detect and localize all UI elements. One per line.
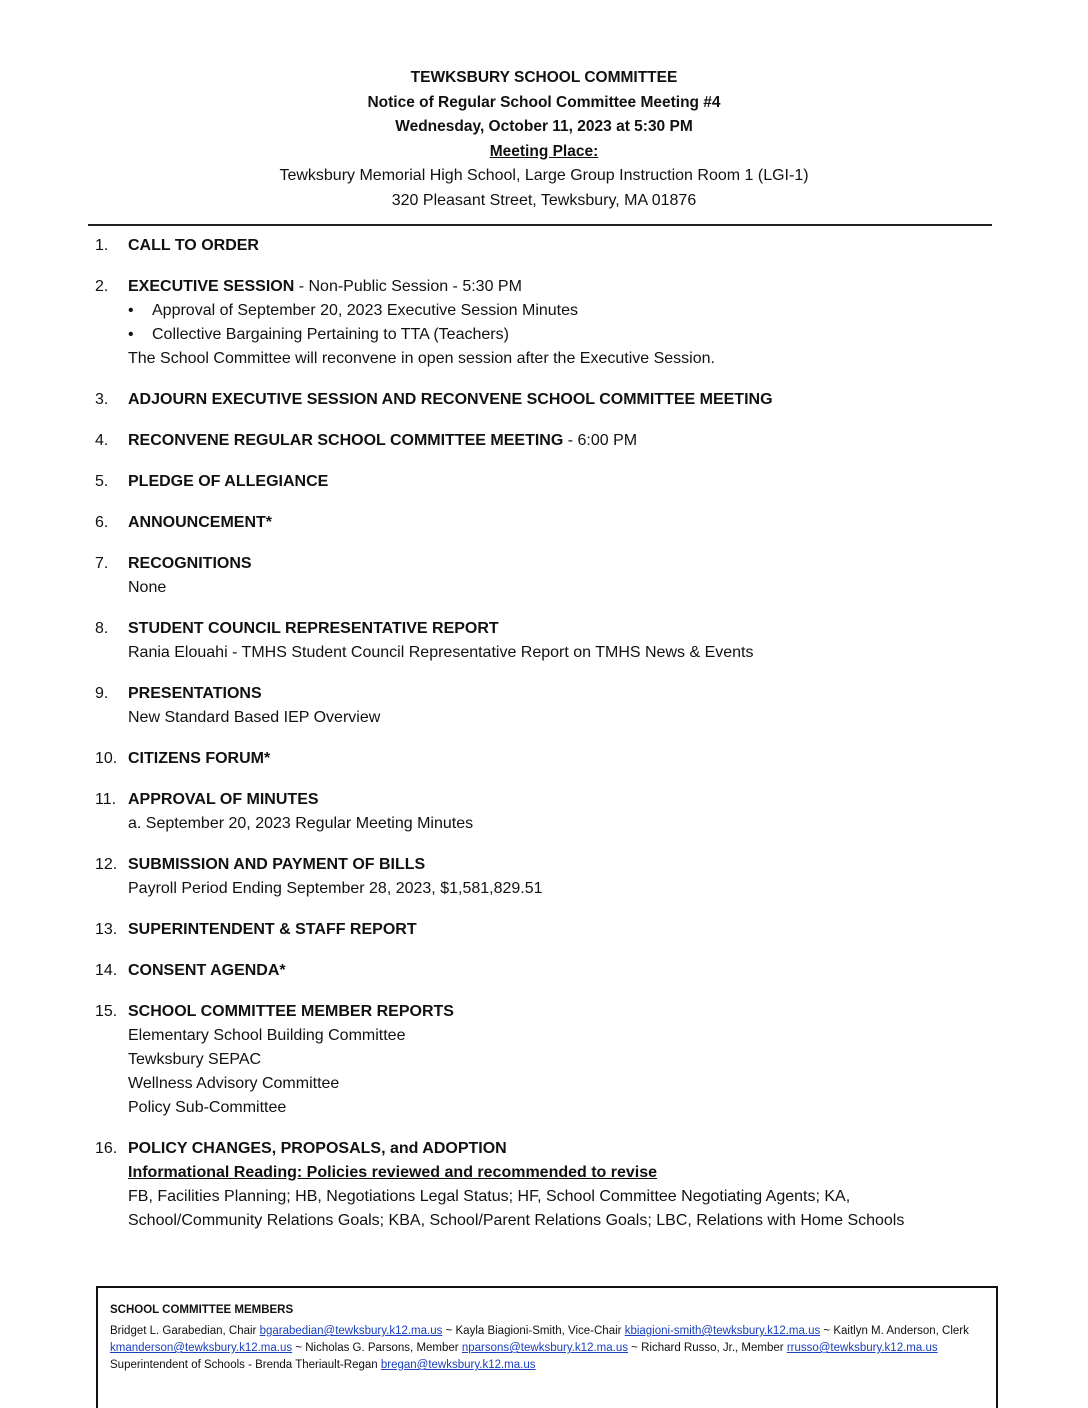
item-detail: FB, Facilities Planning; HB, Negotiations Legal Status; HF, School Committee Negotiating Agents; KA, School/Community Relations Goals; KBA, School/Parent Relations Goals; LBC, Relations with Home Schools (128, 1188, 905, 1229)
item-number: 3. (95, 391, 109, 408)
item-number: 7. (95, 555, 109, 572)
item-title: SUBMISSION AND PAYMENT OF BILLS (128, 856, 426, 873)
bullet-text: Collective Bargaining Pertaining to TTA (Teachers) (152, 326, 509, 343)
separator: ~ (627, 1342, 642, 1354)
header-divider (88, 224, 992, 226)
member-name: Bridget L. Garabedian, Chair (110, 1325, 257, 1337)
meeting-address: 320 Pleasant Street, Tewksbury, MA 01876 (391, 191, 697, 209)
member-name: Nicholas G. Parsons, Member (305, 1342, 459, 1354)
member-name: Kaitlyn M. Anderson, Clerk (833, 1325, 969, 1337)
agenda-item (95, 788, 975, 836)
item-number: 16. (95, 1140, 118, 1157)
bullet-text: Approval of September 20, 2023 Executive Session Minutes (152, 302, 579, 319)
item-number: 1. (95, 237, 109, 254)
committee-name: TEWKSBURY SCHOOL COMMITTEE (410, 69, 678, 86)
bullet-item (128, 323, 975, 347)
members-line-2 (110, 1340, 996, 1357)
agenda-item (95, 1137, 975, 1233)
agenda-item (95, 747, 975, 771)
agenda-item (95, 470, 975, 494)
item-time: - 6:00 PM (563, 432, 638, 449)
agenda-item (95, 388, 975, 412)
item-title: APPROVAL OF MINUTES (128, 791, 319, 808)
item-number: 15. (95, 1003, 118, 1020)
member-name: Richard Russo, Jr., Member (641, 1342, 784, 1354)
item-detail: Rania Elouahi - TMHS Student Council Representative Report on TMHS News & Events (128, 644, 754, 661)
separator: ~ (442, 1325, 456, 1337)
item-title: POLICY CHANGES, PROPOSALS, and ADOPTION (128, 1140, 507, 1157)
agenda-item (95, 617, 975, 665)
item-number: 14. (95, 962, 118, 979)
members-line-1 (110, 1323, 996, 1340)
superintendent-name: Superintendent of Schools - Brenda Theriault-Regan (110, 1359, 378, 1371)
agenda-item (95, 275, 975, 371)
member-email-link[interactable]: rrusso@tewksbury.k12.ma.us (786, 1342, 938, 1354)
item-note: The School Committee will reconvene in open session after the Executive Session. (128, 350, 715, 367)
item-detail: Policy Sub-Committee (128, 1099, 287, 1116)
item-number: 9. (95, 685, 109, 702)
item-detail: Elementary School Building Committee (128, 1027, 406, 1044)
agenda-item (95, 1000, 975, 1120)
item-title: ADJOURN EXECUTIVE SESSION AND RECONVENE SCHOOL COMMITTEE MEETING (128, 391, 773, 408)
agenda-item (95, 234, 975, 258)
item-title: CALL TO ORDER (128, 237, 259, 254)
agenda-list (95, 234, 975, 1250)
item-title: RECOGNITIONS (128, 555, 252, 572)
agenda-item (95, 853, 975, 901)
item-title: RECONVENE REGULAR SCHOOL COMMITTEE MEETING (128, 432, 564, 449)
member-name: Kayla Biagioni-Smith, Vice-Chair (455, 1325, 622, 1337)
agenda-item (95, 682, 975, 730)
bullet-item (128, 299, 975, 323)
item-number: 2. (95, 278, 109, 295)
agenda-item (95, 918, 975, 942)
item-number: 12. (95, 856, 118, 873)
item-title: ANNOUNCEMENT* (128, 514, 272, 531)
members-title: SCHOOL COMMITTEE MEMBERS (110, 1304, 294, 1316)
item-detail: Wellness Advisory Committee (128, 1075, 340, 1092)
item-title: PRESENTATIONS (128, 685, 262, 702)
member-email-link[interactable]: kbiagioni-smith@tewksbury.k12.ma.us (624, 1325, 821, 1337)
item-title: SCHOOL COMMITTEE MEMBER REPORTS (128, 1003, 454, 1020)
member-email-link[interactable]: kmanderson@tewksbury.k12.ma.us (110, 1342, 293, 1354)
item-number: 5. (95, 473, 109, 490)
item-title: EXECUTIVE SESSION (128, 278, 295, 295)
item-title: STUDENT COUNCIL REPRESENTATIVE REPORT (128, 620, 499, 637)
agenda-item (95, 511, 975, 535)
item-title: CONSENT AGENDA* (128, 962, 286, 979)
member-email-link[interactable]: nparsons@tewksbury.k12.ma.us (461, 1342, 628, 1354)
separator: ~ (292, 1342, 306, 1354)
committee-members-box (96, 1286, 998, 1408)
item-title: PLEDGE OF ALLEGIANCE (128, 473, 329, 490)
item-title: CITIZENS FORUM* (128, 750, 271, 767)
item-number: 4. (95, 432, 109, 449)
members-line-3 (110, 1357, 996, 1374)
item-title: SUPERINTENDENT & STAFF REPORT (128, 921, 417, 938)
item-number: 8. (95, 620, 109, 637)
item-number: 6. (95, 514, 109, 531)
meeting-notice: Notice of Regular School Committee Meeting #4 (367, 93, 721, 111)
item-number: 10. (95, 750, 118, 767)
agenda-item (95, 552, 975, 600)
item-number: 11. (95, 791, 117, 808)
member-email-link[interactable]: bgarabedian@tewksbury.k12.ma.us (259, 1325, 443, 1337)
item-subheading: Informational Reading: Policies reviewed and recommended to revise (128, 1164, 658, 1181)
item-detail: Tewksbury SEPAC (128, 1051, 262, 1068)
item-detail: a. September 20, 2023 Regular Meeting Minutes (128, 815, 474, 832)
item-detail: New Standard Based IEP Overview (128, 709, 381, 726)
item-number: 13. (95, 921, 118, 938)
meeting-date: Wednesday, October 11, 2023 at 5:30 PM (395, 118, 693, 135)
item-detail: Payroll Period Ending September 28, 2023, $1,581,829.51 (128, 880, 543, 897)
item-detail: None (128, 579, 167, 596)
separator: ~ (820, 1325, 834, 1337)
item-time: - Non-Public Session - 5:30 PM (294, 278, 522, 295)
superintendent-email-link[interactable]: bregan@tewksbury.k12.ma.us (380, 1359, 536, 1371)
agenda-item (95, 959, 975, 983)
agenda-item (95, 429, 975, 453)
meeting-place-label: Meeting Place: (489, 142, 599, 160)
meeting-location: Tewksbury Memorial High School, Large Group Instruction Room 1 (LGI-1) (279, 167, 809, 184)
bullet-icon: • (128, 302, 134, 319)
document-header (0, 66, 1088, 213)
bullet-icon: • (128, 326, 134, 343)
